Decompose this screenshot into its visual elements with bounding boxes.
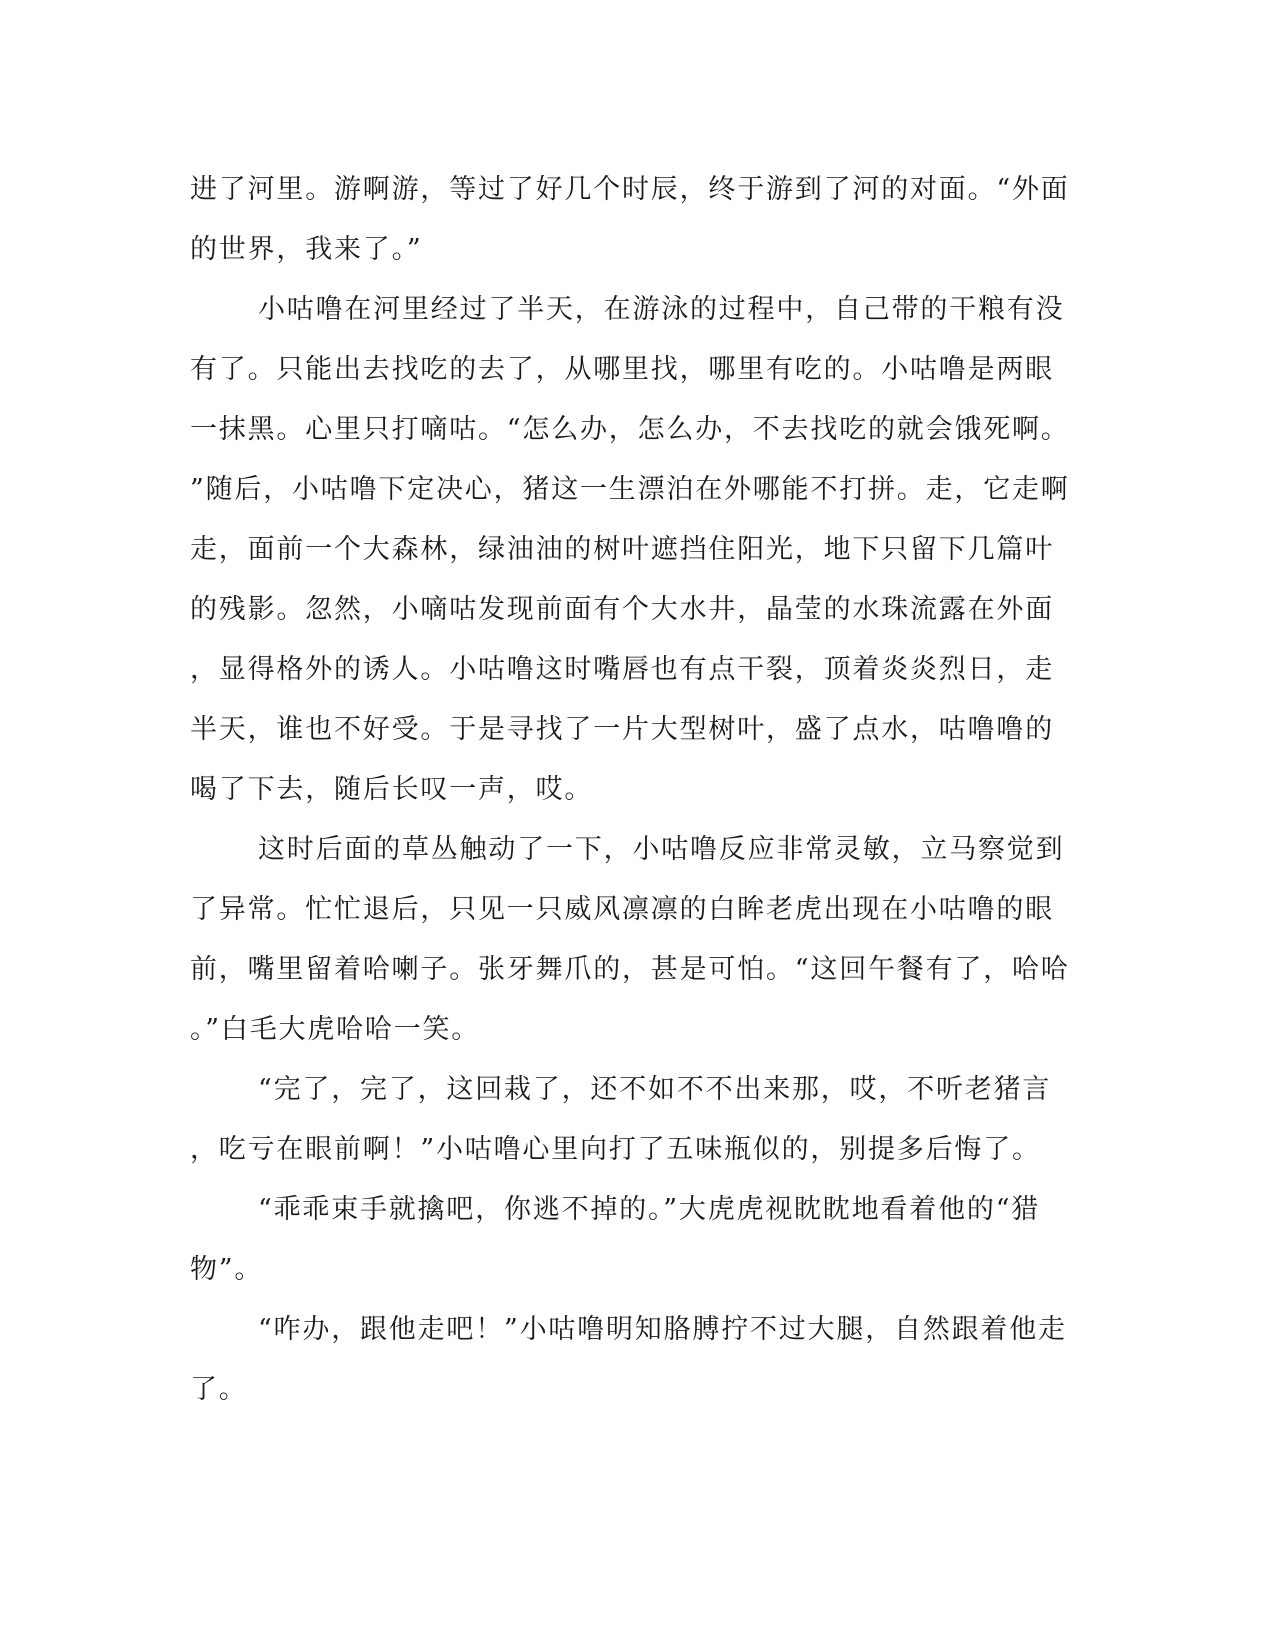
text-line: 。”白毛大虎哈哈一笑。 [190,1014,481,1045]
text-line: 喝了下去，随后长叹一声，哎。 [190,774,594,805]
paragraph-first-line: “咋办，跟他走吧！”小咕噜明知胳膊拧不过大腿，自然跟着他走 [258,1314,1067,1345]
paragraph-first-line: 小咕噜在河里经过了半天，在游泳的过程中，自己带的干粮有没 [258,294,1065,325]
paragraph-first-line: “乖乖束手就擒吧，你逃不掉的。”大虎虎视眈眈地看着他的“猎 [258,1194,1041,1225]
text-line: ”随后，小咕噜下定决心，猪这一生漂泊在外哪能不打拼。走，它走啊 [190,474,1070,505]
text-line: 的世界，我来了。” [190,234,423,265]
text-line: 了。 [190,1374,248,1405]
text-line: 的残影。忽然，小嘀咕发现前面有个大水井，晶莹的水珠流露在外面 [190,594,1054,625]
text-line: 走，面前一个大森林，绿油油的树叶遮挡住阳光，地下只留下几篇叶 [190,534,1054,565]
body-text [190,160,1075,1420]
text-line: 半天，谁也不好受。于是寻找了一片大型树叶，盛了点水，咕噜噜的 [190,714,1054,745]
text-line: 进了河里。游啊游，等过了好几个时辰，终于游到了河的对面。“外面 [190,174,1070,205]
paragraph-first-line: 这时后面的草丛触动了一下，小咕噜反应非常灵敏，立马察觉到 [258,834,1065,865]
text-line: 有了。只能出去找吃的去了，从哪里找，哪里有吃的。小咕噜是两眼 [190,354,1054,385]
text-line: 了异常。忙忙退后，只见一只威风凛凛的白眸老虎出现在小咕噜的眼 [190,894,1054,925]
text-line: 前，嘴里留着哈喇子。张牙舞爪的，甚是可怕。“这回午餐有了，哈哈 [190,954,1070,985]
text-line: 物”。 [190,1254,264,1285]
paragraph-first-line: “完了，完了，这回栽了，还不如不不出来那，哎，不听老猪言 [258,1074,1052,1105]
text-line: ，吃亏在眼前啊！”小咕噜心里向打了五味瓶似的，别提多后悔了。 [190,1134,1041,1165]
text-line: ，显得格外的诱人。小咕噜这时嘴唇也有点干裂，顶着炎炎烈日，走 [190,654,1054,685]
text-line: 一抹黑。心里只打嘀咕。“怎么办，怎么办，不去找吃的就会饿死啊。 [190,414,1070,445]
